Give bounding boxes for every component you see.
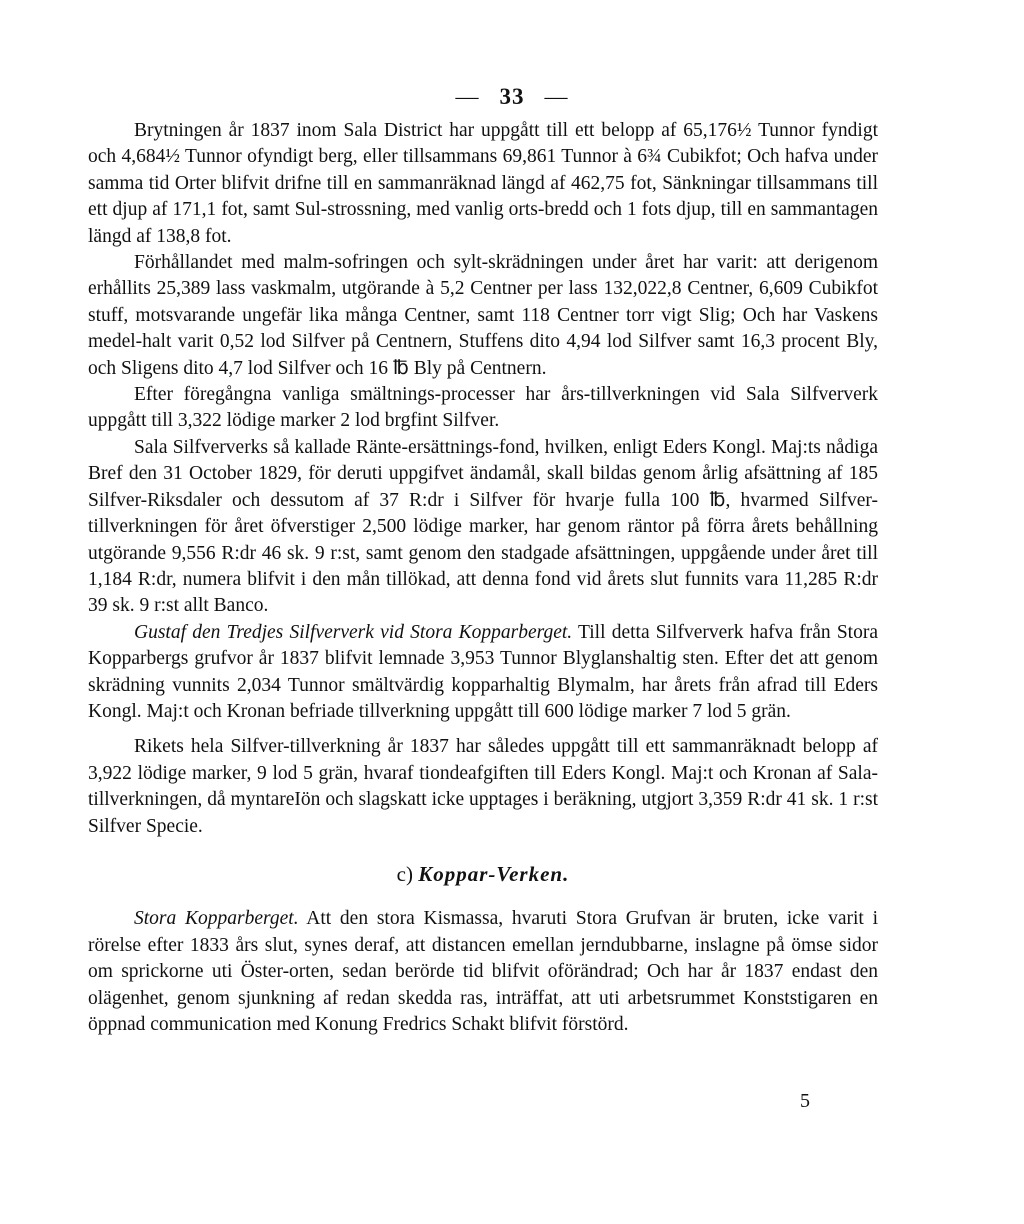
paragraph-forhallandet: Förhållandet med malm-sofringen och sylt-skrädningen under året har varit: att derigenom erhållits 25,389 lass vaskmalm, utgörande à 5,2 Centner per lass 132,022,8 Centner, 6,609 Cubikfot stuff, motsvarande ungefär lika många Centner, samt 118 Centner torr vigt Slig; Och har Vaskens medel-halt varit 0,52 lod Silfver på Centnern, Stuffens dito 4,94 lod Silfver samt 16,3 procent Bly, och Sligens dito 4,7 lod Silfver och 16 ℔ Bly på Centnern. [88, 252, 878, 379]
page-number: 33 [499, 84, 525, 109]
paragraph-stora-title: Stora Kopparberget. [134, 908, 299, 930]
signature-mark: 5 [800, 1090, 810, 1112]
section-heading [88, 861, 878, 887]
paragraph-rante-fond: Sala Silfververks så kallade Ränte-ersättnings-fond, hvilken, enligt Eders Kongl. Maj:ts nådiga Bref den 31 October 1829, för deruti uppgifvet ändamål, skall bildas genom årlig afsättning af 185 Silfver-Riksdaler och dessutom af 37 R:dr i Silfver för hvarje fulla 100 ℔, hvarmed Silfver-tillverkningen för året öfverstiger 2,500 lödige marker, har genom räntor på förra årets behållning utgörande 9,556 R:dr 46 sk. 9 r:st, samt genom den stadgade afsättningen, uppgående under året till 1,184 R:dr, numera blifvit i den mån tillökad, att denna fond vid årets slut funnits vara 11,285 R:dr 39 sk. 9 r:st allt Banco. [88, 436, 878, 617]
paragraph-rikets: Rikets hela Silfver-tillverkning år 1837 har således uppgått till ett sammanräknadt belopp af 3,922 lödige marker, 9 lod 5 grän, hvaraf tiondeafgiften till Eders Kongl. Maj:t och Kronan af Sala-tillverkningen, då myntareIön och slagskatt icke upptages i beräkning, utgjort 3,359 R:dr 41 sk. 1 r:st Silfver Specie. [88, 736, 878, 837]
paragraph-brytningen: Brytningen år 1837 inom Sala District har uppgått till ett belopp af 65,176½ Tunnor fyndigt och 4,684½ Tunnor ofyndigt berg, eller tillsammans 69,861 Tunnor à 6¾ Cubikfot; Och hafva under samma tid Orter blifvit drifne till en sammanräknad längd af 462,75 fot, Sänkningar tillsammans till ett djup af 171,1 fot, samt Sul-strossning, med vanlig orts-bredd och 1 fots djup, till en sammantagen längd af 138,8 fot. [88, 120, 878, 247]
paragraph-stora-text: Att den stora Kismassa, hvaruti Stora Grufvan är bruten, icke varit i rörelse efter 1833 års slut, synes deraf, att distancen emellan jerndubbarne, inslagne på ömse sidor om sprickorne uti Öster-orten, sedan berörde tid blifvit oförändrad; Och har år 1837 endast den olägenhet, genom sjunkning af redan skedda ras, inträffat, att uti arbetsrummet Konststigaren en öppnad communication med Konung Fredrics Schakt blifvit förstörd. [88, 908, 878, 1035]
section-heading-prefix: c) [396, 861, 419, 886]
paragraph-gustaf-title: Gustaf den Tredjes Silfververk vid Stora Kopparberget. [134, 621, 573, 643]
header-dash-left: — [455, 84, 480, 109]
page-body [88, 118, 878, 1038]
header-dash-right: — [544, 84, 569, 109]
paragraph-gustaf [88, 620, 878, 726]
paragraph-efter: Efter föregångna vanliga smältnings-processer har års-tillverkningen vid Sala Silfververk uppgått till 3,322 lödige marker 2 lod brgfint Silfver. [88, 384, 878, 432]
paragraph-gustaf-text: Till detta Silfververk hafva från Stora Kopparbergs grufvor år 1837 blifvit lemnade 3,953 Tunnor Blyglanshaltig sten. Efter det att genom skrädning vunnits 2,034 Tunnor smältvärdig kopparhaltig Blymalm, har årets från afrad till Eders Kongl. Maj:t och Kronan befriade tillverkning uppgått till 600 lödige marker 7 lod 5 grän. [88, 621, 878, 722]
paragraph-stora-kopparberget [88, 906, 878, 1038]
page-header [0, 84, 1024, 110]
section-heading-title: Koppar-Verken. [418, 861, 570, 886]
